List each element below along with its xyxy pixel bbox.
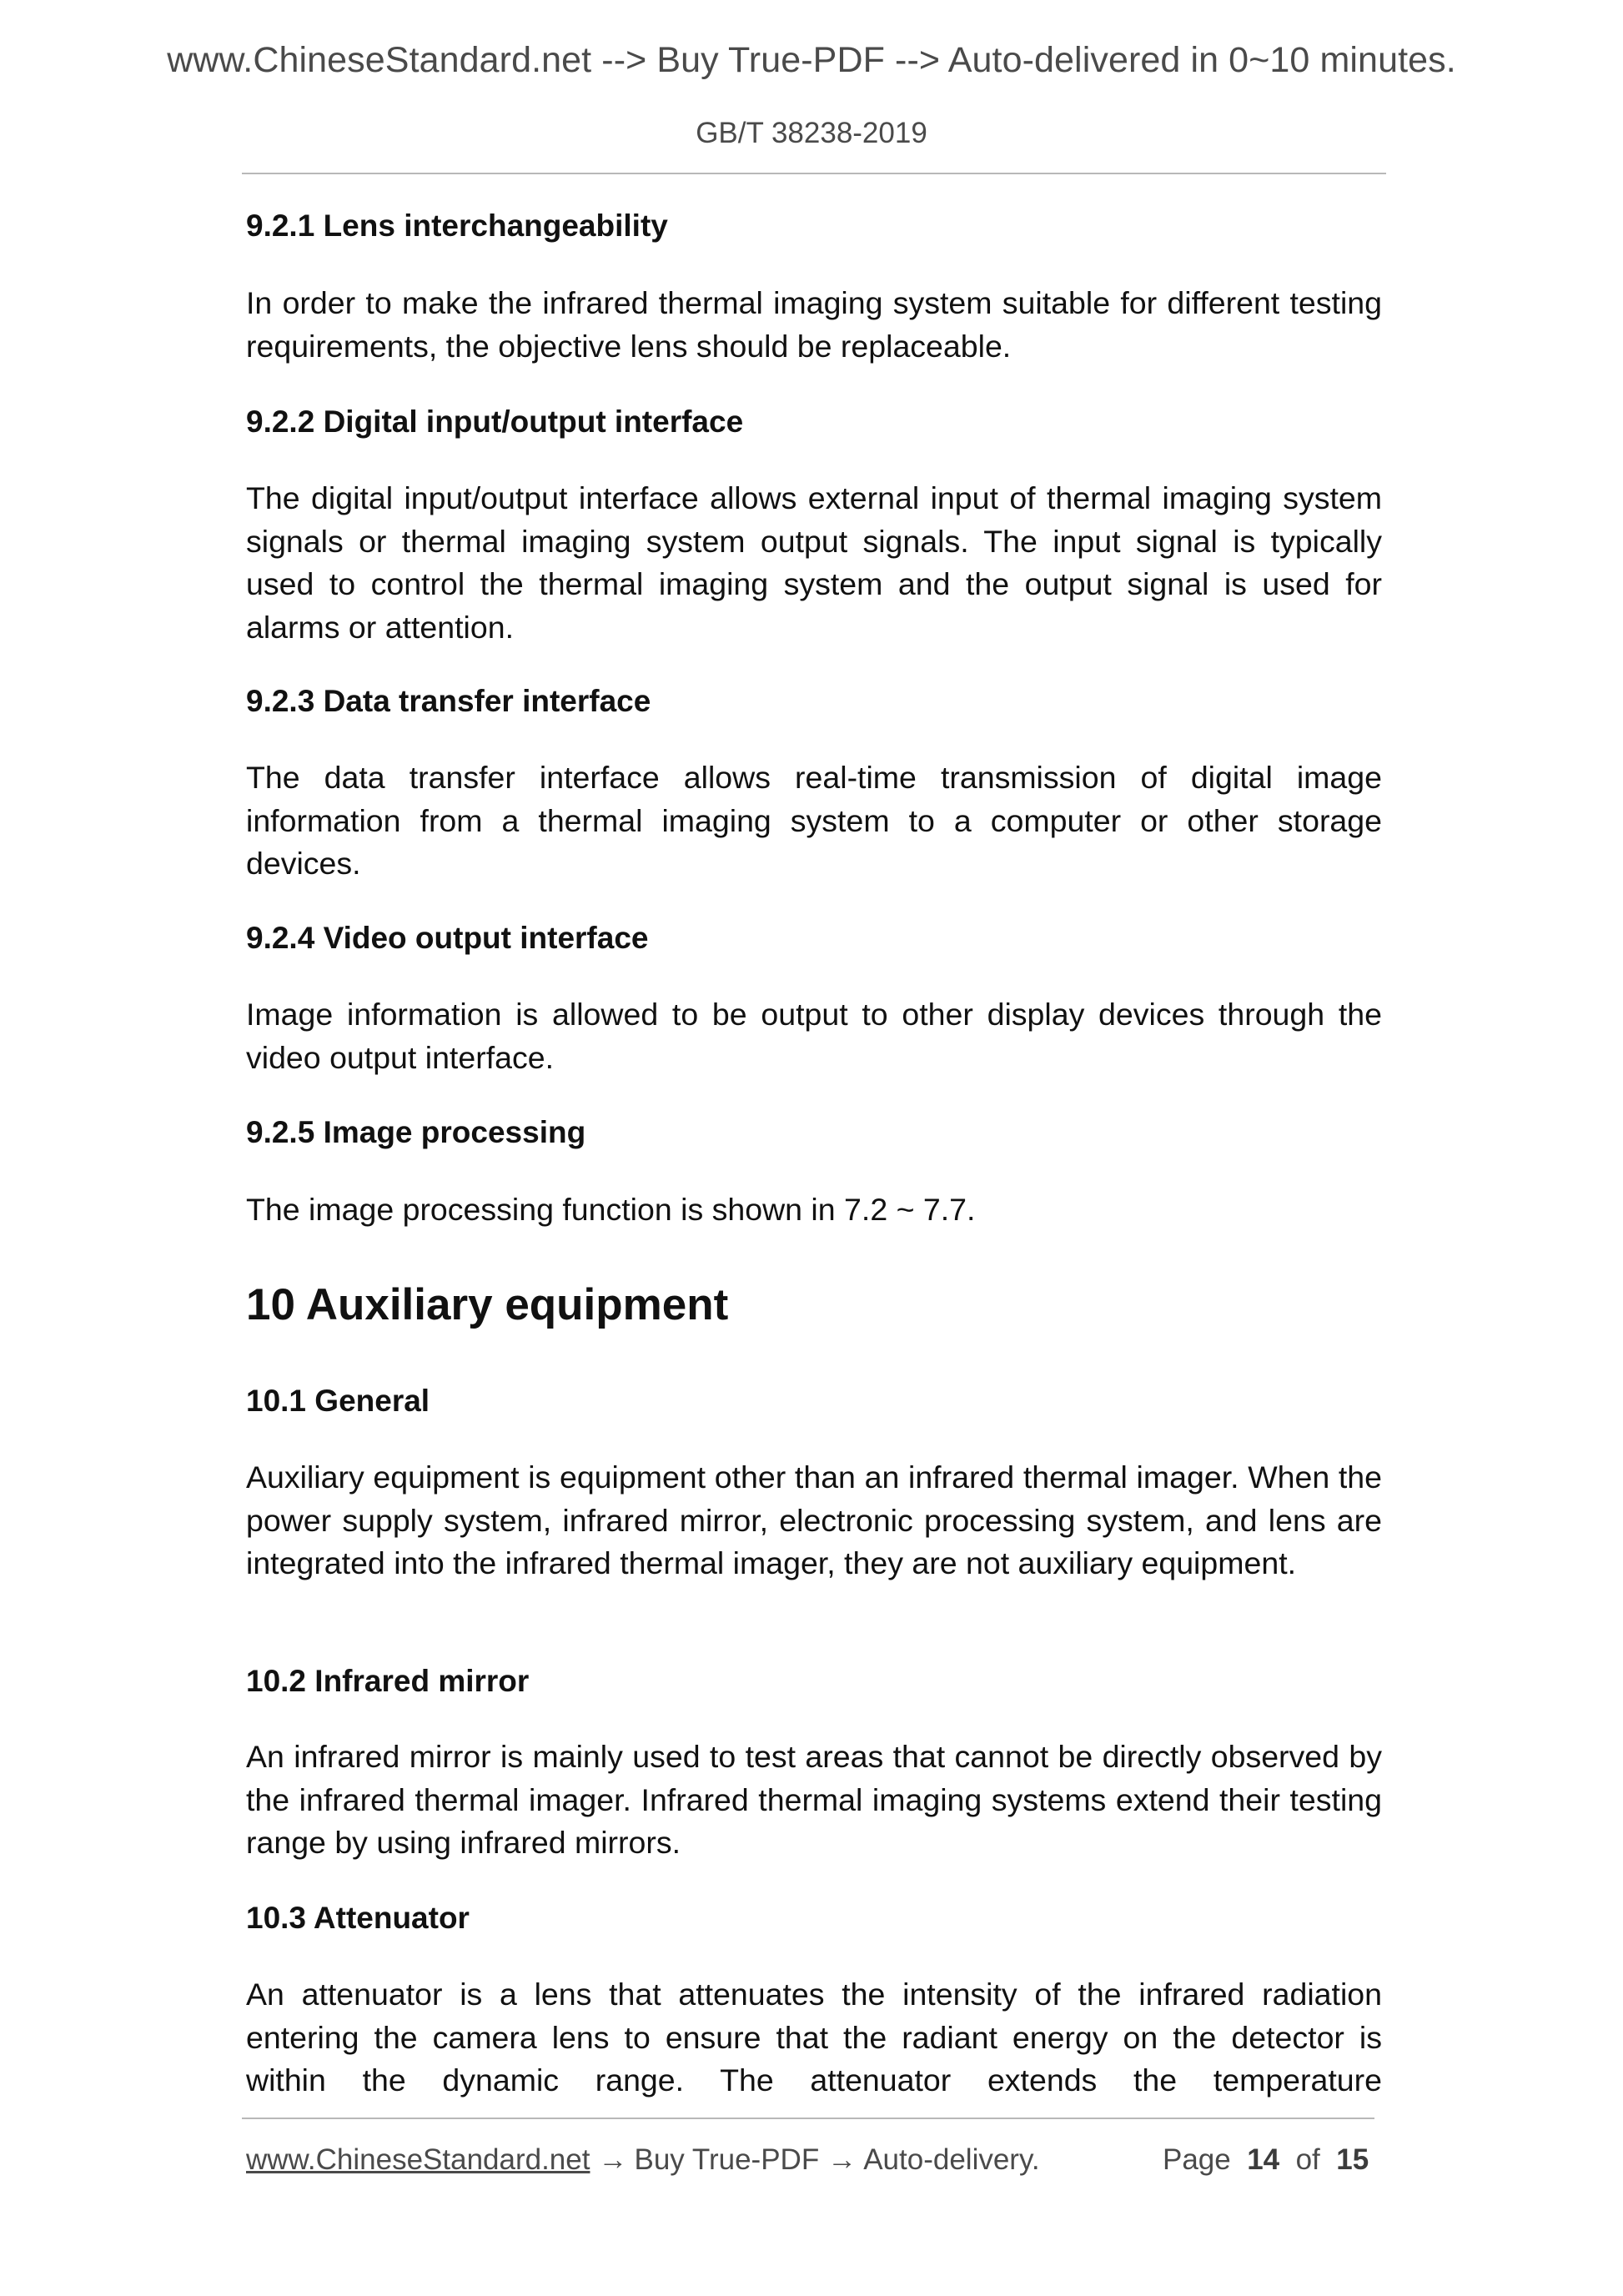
page-indicator [1163,2143,1369,2177]
page-word: Page [1163,2143,1231,2176]
document-id: GB/T 38238-2019 [696,117,927,149]
footer-divider [242,2118,1374,2119]
section-heading-10-3: 10.3 Attenuator [246,1901,470,1935]
site-banner: www.ChineseStandard.net --> Buy True-PDF --> Auto-delivered in 0~10 minutes. [167,40,1456,80]
section-heading-9-2-2: 9.2.2 Digital input/output interface [246,404,744,439]
section-paragraph-9-2-1: In order to make the infrared thermal imaging system suitable for different testing requirements, the objective lens should be replaceable. [246,285,1382,364]
footer-site-link[interactable]: www.ChineseStandard.net [246,2143,590,2176]
section-heading-9-2-1: 9.2.1 Lens interchangeability [246,208,668,243]
section-heading-9-2-5: 9.2.5 Image processing [246,1115,586,1149]
footer-links [246,2143,1040,2177]
chapter-heading-10: 10 Auxiliary equipment [246,1280,729,1329]
footer-delivery-text: Auto-delivery. [863,2143,1040,2176]
section-paragraph-9-2-3: The data transfer interface allows real-time transmission of digital image information from a thermal imaging system to a computer or other storage devices. [246,760,1382,881]
section-paragraph-10-2: An infrared mirror is mainly used to test areas that cannot be directly observed by the infrared thermal imager. Infrared thermal imaging systems extend their testing range by using infrared mirrors. [246,1739,1382,1860]
page-total: 15 [1336,2143,1369,2176]
section-paragraph-10-3: An attenuator is a lens that attenuates the intensity of the infrared radiation entering the camera lens to ensure that the radiant energy on the detector is within the dynamic range. The attenuator extends the temperature [246,1977,1382,2098]
of-word: of [1295,2143,1320,2176]
section-heading-10-2: 10.2 Infrared mirror [246,1664,530,1698]
arrow-right-icon: → [827,2143,857,2176]
section-heading-9-2-4: 9.2.4 Video output interface [246,921,649,955]
header-divider [242,173,1386,174]
footer-buy-text: Buy True-PDF [634,2143,820,2176]
section-paragraph-9-2-2: The digital input/output interface allows external input of thermal imaging system signals or thermal imaging system output signals. The input signal is typically used to control the thermal imaging system and the output signal is used for alarms or attention. [246,480,1382,645]
section-paragraph-9-2-4: Image information is allowed to be output to other display devices through the video output interface. [246,997,1382,1075]
section-heading-9-2-3: 9.2.3 Data transfer interface [246,684,651,718]
page-number: 14 [1247,2143,1280,2176]
section-paragraph-9-2-5: The image processing function is shown in 7.2 ~ 7.7. [246,1192,976,1227]
arrow-right-icon: → [598,2143,628,2176]
section-paragraph-10-1: Auxiliary equipment is equipment other than an infrared thermal imager. When the power supply system, infrared mirror, electronic processing system, and lens are integrated into the infrared thermal imager, they are not auxiliary equipment. [246,1459,1382,1580]
section-heading-10-1: 10.1 General [246,1384,430,1418]
